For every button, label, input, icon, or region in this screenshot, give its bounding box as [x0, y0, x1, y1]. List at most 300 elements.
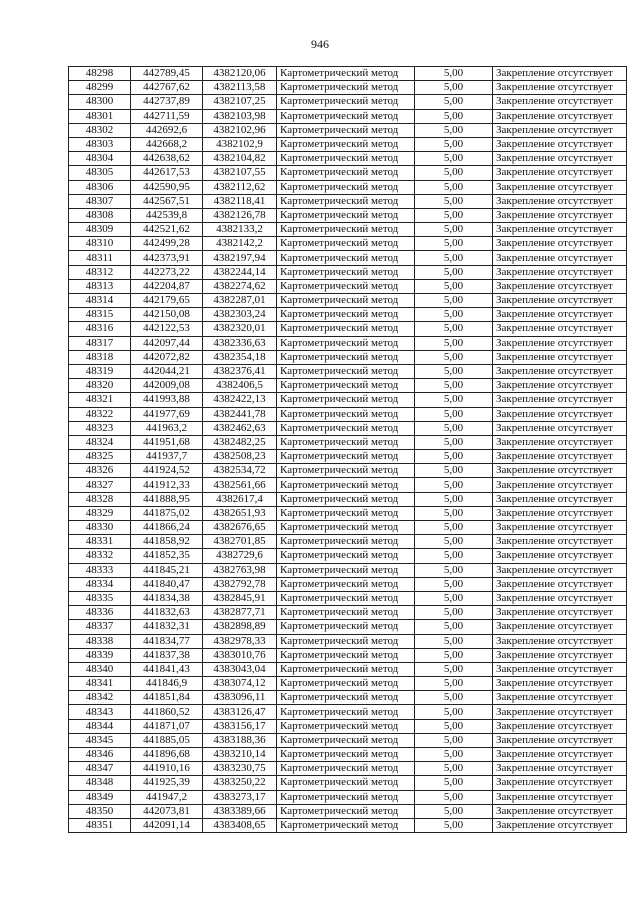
x-coordinate-cell: 442179,65 [131, 294, 203, 308]
x-coordinate-cell: 441951,68 [131, 435, 203, 449]
accuracy-cell: 5,00 [415, 591, 493, 605]
table-row [69, 563, 627, 577]
method-cell: Картометрический метод [277, 691, 415, 705]
accuracy-cell: 5,00 [415, 194, 493, 208]
fixing-cell: Закрепление отсутствует [493, 81, 627, 95]
table-row [69, 308, 627, 322]
x-coordinate-cell: 441837,38 [131, 648, 203, 662]
method-cell: Картометрический метод [277, 237, 415, 251]
fixing-cell: Закрепление отсутствует [493, 464, 627, 478]
point-number-cell: 48332 [69, 549, 131, 563]
accuracy-cell: 5,00 [415, 762, 493, 776]
x-coordinate-cell: 441875,02 [131, 506, 203, 520]
x-coordinate-cell: 441834,77 [131, 634, 203, 648]
fixing-cell: Закрепление отсутствует [493, 620, 627, 634]
y-coordinate-cell: 4383096,11 [203, 691, 277, 705]
point-number-cell: 48346 [69, 748, 131, 762]
method-cell: Картометрический метод [277, 123, 415, 137]
y-coordinate-cell: 4383074,12 [203, 677, 277, 691]
method-cell: Картометрический метод [277, 733, 415, 747]
point-number-cell: 48349 [69, 790, 131, 804]
fixing-cell: Закрепление отсутствует [493, 606, 627, 620]
y-coordinate-cell: 4382792,78 [203, 577, 277, 591]
accuracy-cell: 5,00 [415, 549, 493, 563]
table-row [69, 336, 627, 350]
point-number-cell: 48321 [69, 393, 131, 407]
table-row [69, 818, 627, 832]
accuracy-cell: 5,00 [415, 350, 493, 364]
method-cell: Картометрический метод [277, 748, 415, 762]
accuracy-cell: 5,00 [415, 677, 493, 691]
method-cell: Картометрический метод [277, 294, 415, 308]
fixing-cell: Закрепление отсутствует [493, 478, 627, 492]
accuracy-cell: 5,00 [415, 606, 493, 620]
x-coordinate-cell: 442789,45 [131, 67, 203, 81]
method-cell: Картометрический метод [277, 478, 415, 492]
x-coordinate-cell: 441947,2 [131, 790, 203, 804]
fixing-cell: Закрепление отсутствует [493, 421, 627, 435]
table-row [69, 67, 627, 81]
method-cell: Картометрический метод [277, 265, 415, 279]
method-cell: Картометрический метод [277, 322, 415, 336]
fixing-cell: Закрепление отсутствует [493, 407, 627, 421]
table-row [69, 407, 627, 421]
point-number-cell: 48347 [69, 762, 131, 776]
fixing-cell: Закрепление отсутствует [493, 719, 627, 733]
point-number-cell: 48324 [69, 435, 131, 449]
fixing-cell: Закрепление отсутствует [493, 634, 627, 648]
accuracy-cell: 5,00 [415, 450, 493, 464]
x-coordinate-cell: 442122,53 [131, 322, 203, 336]
point-number-cell: 48309 [69, 223, 131, 237]
point-number-cell: 48306 [69, 180, 131, 194]
point-number-cell: 48300 [69, 95, 131, 109]
accuracy-cell: 5,00 [415, 393, 493, 407]
method-cell: Картометрический метод [277, 194, 415, 208]
table-row [69, 804, 627, 818]
table-row [69, 450, 627, 464]
point-number-cell: 48338 [69, 634, 131, 648]
table-row [69, 237, 627, 251]
y-coordinate-cell: 4382462,63 [203, 421, 277, 435]
point-number-cell: 48319 [69, 364, 131, 378]
point-number-cell: 48316 [69, 322, 131, 336]
accuracy-cell: 5,00 [415, 748, 493, 762]
x-coordinate-cell: 441834,38 [131, 591, 203, 605]
method-cell: Картометрический метод [277, 662, 415, 676]
y-coordinate-cell: 4382422,13 [203, 393, 277, 407]
x-coordinate-cell: 442204,87 [131, 279, 203, 293]
fixing-cell: Закрепление отсутствует [493, 733, 627, 747]
fixing-cell: Закрепление отсутствует [493, 251, 627, 265]
accuracy-cell: 5,00 [415, 705, 493, 719]
point-number-cell: 48336 [69, 606, 131, 620]
fixing-cell: Закрепление отсутствует [493, 804, 627, 818]
x-coordinate-cell: 442711,59 [131, 109, 203, 123]
point-number-cell: 48335 [69, 591, 131, 605]
y-coordinate-cell: 4383250,22 [203, 776, 277, 790]
accuracy-cell: 5,00 [415, 251, 493, 265]
x-coordinate-cell: 442009,08 [131, 379, 203, 393]
x-coordinate-cell: 441841,43 [131, 662, 203, 676]
table-row [69, 364, 627, 378]
y-coordinate-cell: 4382877,71 [203, 606, 277, 620]
y-coordinate-cell: 4382729,6 [203, 549, 277, 563]
accuracy-cell: 5,00 [415, 364, 493, 378]
x-coordinate-cell: 441860,52 [131, 705, 203, 719]
method-cell: Картометрический метод [277, 223, 415, 237]
table-row [69, 180, 627, 194]
accuracy-cell: 5,00 [415, 804, 493, 818]
table-row [69, 691, 627, 705]
fixing-cell: Закрепление отсутствует [493, 180, 627, 194]
point-number-cell: 48340 [69, 662, 131, 676]
method-cell: Картометрический метод [277, 208, 415, 222]
point-number-cell: 48323 [69, 421, 131, 435]
method-cell: Картометрический метод [277, 180, 415, 194]
fixing-cell: Закрепление отсутствует [493, 591, 627, 605]
method-cell: Картометрический метод [277, 166, 415, 180]
x-coordinate-cell: 442091,14 [131, 818, 203, 832]
method-cell: Картометрический метод [277, 577, 415, 591]
x-coordinate-cell: 441846,9 [131, 677, 203, 691]
table-row [69, 677, 627, 691]
fixing-cell: Закрепление отсутствует [493, 109, 627, 123]
method-cell: Картометрический метод [277, 591, 415, 605]
y-coordinate-cell: 4382244,14 [203, 265, 277, 279]
fixing-cell: Закрепление отсутствует [493, 492, 627, 506]
x-coordinate-cell: 441832,63 [131, 606, 203, 620]
x-coordinate-cell: 442767,62 [131, 81, 203, 95]
x-coordinate-cell: 441845,21 [131, 563, 203, 577]
fixing-cell: Закрепление отсутствует [493, 776, 627, 790]
x-coordinate-cell: 442073,81 [131, 804, 203, 818]
table-row [69, 719, 627, 733]
fixing-cell: Закрепление отсутствует [493, 208, 627, 222]
accuracy-cell: 5,00 [415, 492, 493, 506]
fixing-cell: Закрепление отсутствует [493, 577, 627, 591]
fixing-cell: Закрепление отсутствует [493, 393, 627, 407]
y-coordinate-cell: 4382104,82 [203, 152, 277, 166]
table-row [69, 393, 627, 407]
table-row [69, 379, 627, 393]
method-cell: Картометрический метод [277, 804, 415, 818]
fixing-cell: Закрепление отсутствует [493, 364, 627, 378]
x-coordinate-cell: 442373,91 [131, 251, 203, 265]
fixing-cell: Закрепление отсутствует [493, 506, 627, 520]
y-coordinate-cell: 4383210,14 [203, 748, 277, 762]
x-coordinate-cell: 442590,95 [131, 180, 203, 194]
method-cell: Картометрический метод [277, 818, 415, 832]
table-row [69, 294, 627, 308]
y-coordinate-cell: 4383126,47 [203, 705, 277, 719]
method-cell: Картометрический метод [277, 308, 415, 322]
fixing-cell: Закрепление отсутствует [493, 379, 627, 393]
accuracy-cell: 5,00 [415, 208, 493, 222]
y-coordinate-cell: 4383389,66 [203, 804, 277, 818]
method-cell: Картометрический метод [277, 677, 415, 691]
x-coordinate-cell: 441937,7 [131, 450, 203, 464]
fixing-cell: Закрепление отсутствует [493, 322, 627, 336]
y-coordinate-cell: 4382303,24 [203, 308, 277, 322]
y-coordinate-cell: 4382676,65 [203, 521, 277, 535]
table-row [69, 208, 627, 222]
x-coordinate-cell: 441993,88 [131, 393, 203, 407]
method-cell: Картометрический метод [277, 137, 415, 151]
fixing-cell: Закрепление отсутствует [493, 95, 627, 109]
method-cell: Картометрический метод [277, 67, 415, 81]
method-cell: Картометрический метод [277, 152, 415, 166]
y-coordinate-cell: 4382102,96 [203, 123, 277, 137]
x-coordinate-cell: 442072,82 [131, 350, 203, 364]
accuracy-cell: 5,00 [415, 662, 493, 676]
point-number-cell: 48318 [69, 350, 131, 364]
accuracy-cell: 5,00 [415, 435, 493, 449]
table-row [69, 790, 627, 804]
y-coordinate-cell: 4382102,9 [203, 137, 277, 151]
table-row [69, 549, 627, 563]
y-coordinate-cell: 4382107,25 [203, 95, 277, 109]
table-row [69, 95, 627, 109]
method-cell: Картометрический метод [277, 648, 415, 662]
x-coordinate-cell: 442737,89 [131, 95, 203, 109]
accuracy-cell: 5,00 [415, 223, 493, 237]
x-coordinate-cell: 442692,6 [131, 123, 203, 137]
table-row [69, 478, 627, 492]
x-coordinate-cell: 441840,47 [131, 577, 203, 591]
table-row [69, 350, 627, 364]
method-cell: Картометрический метод [277, 435, 415, 449]
method-cell: Картометрический метод [277, 790, 415, 804]
point-number-cell: 48328 [69, 492, 131, 506]
x-coordinate-cell: 441852,35 [131, 549, 203, 563]
table-row [69, 748, 627, 762]
method-cell: Картометрический метод [277, 549, 415, 563]
fixing-cell: Закрепление отсутствует [493, 762, 627, 776]
accuracy-cell: 5,00 [415, 81, 493, 95]
fixing-cell: Закрепление отсутствует [493, 563, 627, 577]
method-cell: Картометрический метод [277, 606, 415, 620]
point-number-cell: 48301 [69, 109, 131, 123]
y-coordinate-cell: 4382118,41 [203, 194, 277, 208]
fixing-cell: Закрепление отсутствует [493, 279, 627, 293]
accuracy-cell: 5,00 [415, 137, 493, 151]
accuracy-cell: 5,00 [415, 506, 493, 520]
fixing-cell: Закрепление отсутствует [493, 223, 627, 237]
fixing-cell: Закрепление отсутствует [493, 662, 627, 676]
fixing-cell: Закрепление отсутствует [493, 166, 627, 180]
y-coordinate-cell: 4382336,63 [203, 336, 277, 350]
accuracy-cell: 5,00 [415, 719, 493, 733]
y-coordinate-cell: 4383188,36 [203, 733, 277, 747]
accuracy-cell: 5,00 [415, 123, 493, 137]
point-number-cell: 48308 [69, 208, 131, 222]
fixing-cell: Закрепление отсутствует [493, 818, 627, 832]
table-row [69, 492, 627, 506]
table-row [69, 776, 627, 790]
x-coordinate-cell: 441963,2 [131, 421, 203, 435]
point-number-cell: 48330 [69, 521, 131, 535]
y-coordinate-cell: 4382142,2 [203, 237, 277, 251]
x-coordinate-cell: 442617,53 [131, 166, 203, 180]
y-coordinate-cell: 4382534,72 [203, 464, 277, 478]
table-row [69, 322, 627, 336]
fixing-cell: Закрепление отсутствует [493, 194, 627, 208]
fixing-cell: Закрепление отсутствует [493, 308, 627, 322]
x-coordinate-cell: 441910,16 [131, 762, 203, 776]
method-cell: Картометрический метод [277, 81, 415, 95]
x-coordinate-cell: 442499,28 [131, 237, 203, 251]
x-coordinate-cell: 441896,68 [131, 748, 203, 762]
table-row [69, 152, 627, 166]
fixing-cell: Закрепление отсутствует [493, 648, 627, 662]
table-row [69, 648, 627, 662]
point-number-cell: 48341 [69, 677, 131, 691]
method-cell: Картометрический метод [277, 407, 415, 421]
fixing-cell: Закрепление отсутствует [493, 152, 627, 166]
y-coordinate-cell: 4383230,75 [203, 762, 277, 776]
fixing-cell: Закрепление отсутствует [493, 535, 627, 549]
x-coordinate-cell: 441924,52 [131, 464, 203, 478]
y-coordinate-cell: 4382763,98 [203, 563, 277, 577]
x-coordinate-cell: 441888,95 [131, 492, 203, 506]
y-coordinate-cell: 4382898,89 [203, 620, 277, 634]
table-row [69, 194, 627, 208]
point-number-cell: 48298 [69, 67, 131, 81]
x-coordinate-cell: 441851,84 [131, 691, 203, 705]
method-cell: Картометрический метод [277, 506, 415, 520]
table-row [69, 620, 627, 634]
y-coordinate-cell: 4382508,23 [203, 450, 277, 464]
fixing-cell: Закрепление отсутствует [493, 137, 627, 151]
method-cell: Картометрический метод [277, 762, 415, 776]
method-cell: Картометрический метод [277, 634, 415, 648]
accuracy-cell: 5,00 [415, 407, 493, 421]
accuracy-cell: 5,00 [415, 790, 493, 804]
point-number-cell: 48303 [69, 137, 131, 151]
accuracy-cell: 5,00 [415, 620, 493, 634]
y-coordinate-cell: 4382845,91 [203, 591, 277, 605]
accuracy-cell: 5,00 [415, 733, 493, 747]
x-coordinate-cell: 441858,92 [131, 535, 203, 549]
accuracy-cell: 5,00 [415, 166, 493, 180]
x-coordinate-cell: 441832,31 [131, 620, 203, 634]
method-cell: Картометрический метод [277, 350, 415, 364]
y-coordinate-cell: 4382133,2 [203, 223, 277, 237]
y-coordinate-cell: 4383156,17 [203, 719, 277, 733]
y-coordinate-cell: 4382376,41 [203, 364, 277, 378]
fixing-cell: Закрепление отсутствует [493, 123, 627, 137]
x-coordinate-cell: 441866,24 [131, 521, 203, 535]
point-number-cell: 48314 [69, 294, 131, 308]
accuracy-cell: 5,00 [415, 265, 493, 279]
point-number-cell: 48311 [69, 251, 131, 265]
table-row [69, 577, 627, 591]
fixing-cell: Закрепление отсутствует [493, 790, 627, 804]
point-number-cell: 48305 [69, 166, 131, 180]
method-cell: Картометрический метод [277, 95, 415, 109]
page-number: 946 [311, 37, 329, 51]
point-number-cell: 48331 [69, 535, 131, 549]
point-number-cell: 48337 [69, 620, 131, 634]
point-number-cell: 48345 [69, 733, 131, 747]
table-row [69, 506, 627, 520]
y-coordinate-cell: 4382651,93 [203, 506, 277, 520]
y-coordinate-cell: 4382287,01 [203, 294, 277, 308]
point-number-cell: 48327 [69, 478, 131, 492]
accuracy-cell: 5,00 [415, 152, 493, 166]
method-cell: Картометрический метод [277, 464, 415, 478]
x-coordinate-cell: 442539,8 [131, 208, 203, 222]
x-coordinate-cell: 442044,21 [131, 364, 203, 378]
accuracy-cell: 5,00 [415, 691, 493, 705]
x-coordinate-cell: 442668,2 [131, 137, 203, 151]
table-row [69, 421, 627, 435]
x-coordinate-cell: 442521,62 [131, 223, 203, 237]
fixing-cell: Закрепление отсутствует [493, 705, 627, 719]
point-number-cell: 48326 [69, 464, 131, 478]
point-number-cell: 48329 [69, 506, 131, 520]
coordinates-table [68, 66, 627, 833]
table-row [69, 251, 627, 265]
method-cell: Картометрический метод [277, 251, 415, 265]
y-coordinate-cell: 4382320,01 [203, 322, 277, 336]
accuracy-cell: 5,00 [415, 577, 493, 591]
fixing-cell: Закрепление отсутствует [493, 294, 627, 308]
accuracy-cell: 5,00 [415, 379, 493, 393]
method-cell: Картометрический метод [277, 379, 415, 393]
fixing-cell: Закрепление отсутствует [493, 350, 627, 364]
accuracy-cell: 5,00 [415, 308, 493, 322]
accuracy-cell: 5,00 [415, 464, 493, 478]
method-cell: Картометрический метод [277, 393, 415, 407]
method-cell: Картометрический метод [277, 109, 415, 123]
y-coordinate-cell: 4382197,94 [203, 251, 277, 265]
y-coordinate-cell: 4382406,5 [203, 379, 277, 393]
accuracy-cell: 5,00 [415, 648, 493, 662]
point-number-cell: 48299 [69, 81, 131, 95]
y-coordinate-cell: 4382126,78 [203, 208, 277, 222]
table-row [69, 81, 627, 95]
y-coordinate-cell: 4382103,98 [203, 109, 277, 123]
table-row [69, 137, 627, 151]
x-coordinate-cell: 442150,08 [131, 308, 203, 322]
table-row [69, 521, 627, 535]
y-coordinate-cell: 4382120,06 [203, 67, 277, 81]
fixing-cell: Закрепление отсутствует [493, 691, 627, 705]
x-coordinate-cell: 441912,33 [131, 478, 203, 492]
table-row [69, 762, 627, 776]
table-row [69, 705, 627, 719]
accuracy-cell: 5,00 [415, 563, 493, 577]
accuracy-cell: 5,00 [415, 634, 493, 648]
y-coordinate-cell: 4382107,55 [203, 166, 277, 180]
point-number-cell: 48312 [69, 265, 131, 279]
y-coordinate-cell: 4383273,17 [203, 790, 277, 804]
point-number-cell: 48348 [69, 776, 131, 790]
accuracy-cell: 5,00 [415, 336, 493, 350]
accuracy-cell: 5,00 [415, 818, 493, 832]
method-cell: Картометрический метод [277, 563, 415, 577]
table-row [69, 662, 627, 676]
accuracy-cell: 5,00 [415, 109, 493, 123]
y-coordinate-cell: 4382561,66 [203, 478, 277, 492]
fixing-cell: Закрепление отсутствует [493, 265, 627, 279]
fixing-cell: Закрепление отсутствует [493, 67, 627, 81]
method-cell: Картометрический метод [277, 336, 415, 350]
point-number-cell: 48342 [69, 691, 131, 705]
y-coordinate-cell: 4383043,04 [203, 662, 277, 676]
